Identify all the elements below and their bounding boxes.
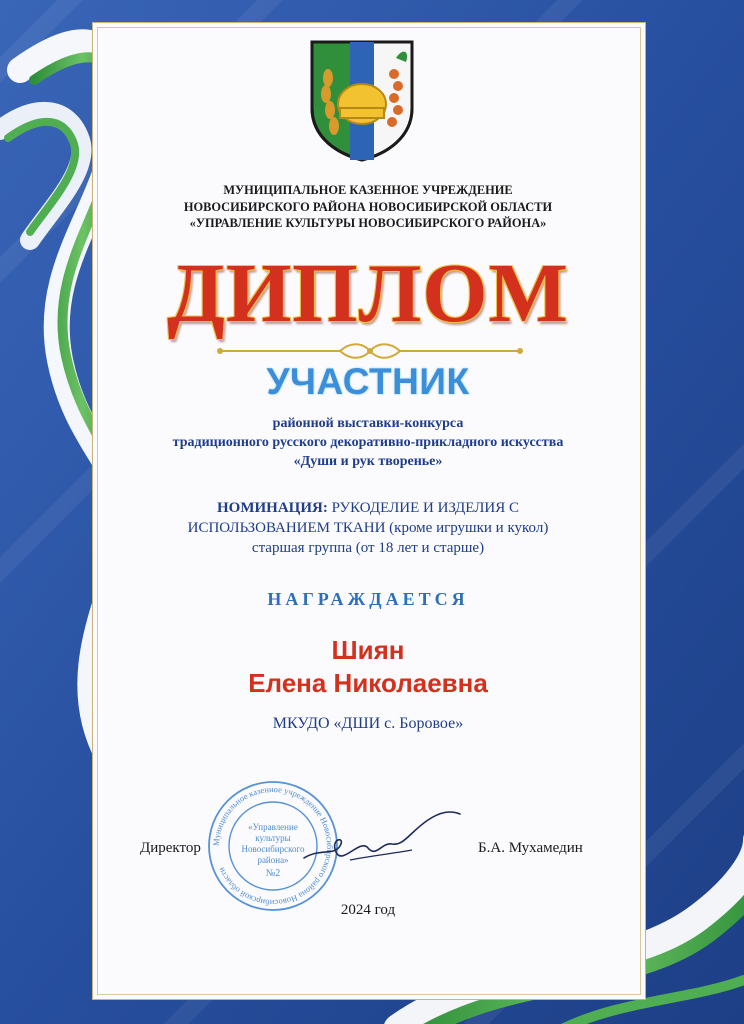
organization-line-1: МУНИЦИПАЛЬНОЕ КАЗЕННОЕ УЧРЕЖДЕНИЕ [223,183,513,197]
recipient-name [92,634,644,700]
contest-description [92,414,644,471]
contest-line-2: традиционного русского декоративно-прикладного искусства [172,435,564,450]
organization-name [92,182,644,232]
issue-year: 2024 год [340,902,396,918]
contest-line-3: «Души и рук творенье» [293,454,443,469]
stamp-center-line-2: культуры [255,833,291,843]
nomination-line-3: старшая группа (от 18 лет и старше) [251,540,485,556]
nomination-line-1-rest: РУКОДЕЛИЕ И ИЗДЕЛИЯ С [331,500,519,516]
organization-line-3: «УПРАВЛЕНИЕ КУЛЬТУРЫ НОВОСИБИРСКОГО РАЙОНА» [189,216,547,230]
stamp-number: №2 [265,868,281,879]
recipient-given-names: Елена Николаевна [248,668,488,698]
director-label: Директор [140,840,201,856]
nomination-label: НОМИНАЦИЯ: [217,500,328,516]
nomination-line-2: ИСПОЛЬЗОВАНИЕМ ТКАНИ (кроме игрушки и кукол) [187,520,549,536]
organization-line-2: НОВОСИБИРСКОГО РАЙОНА НОВОСИБИРСКОЙ ОБЛАСТИ [183,199,553,214]
director-signature [300,808,470,888]
stamp-center-line-1: «Управление [248,822,298,832]
school-name: МКУДО «ДШИ с. Боровое» [272,715,464,732]
recipient-surname: Шиян [331,635,405,665]
stamp-center-line-4: района» [257,855,289,865]
stamp-center-line-3: Новосибирского [241,844,305,854]
diploma-title: ДИПЛОМ [167,247,569,340]
ornament-divider [210,340,530,362]
nomination-line-1 [92,498,644,518]
awarded-label: НАГРАЖДАЕТСЯ [267,589,469,609]
signer-name: Б.А. Мухамедин [478,840,583,856]
coat-of-arms-emblem [306,38,418,162]
contest-line-1: районной выставки-конкурса [272,416,464,431]
nomination-block [92,498,644,558]
participant-label: УЧАСТНИК [266,361,470,402]
stamp-outer-text: Муниципальное казенное учреждение Новосибирского района Новосибирской области [210,783,336,909]
